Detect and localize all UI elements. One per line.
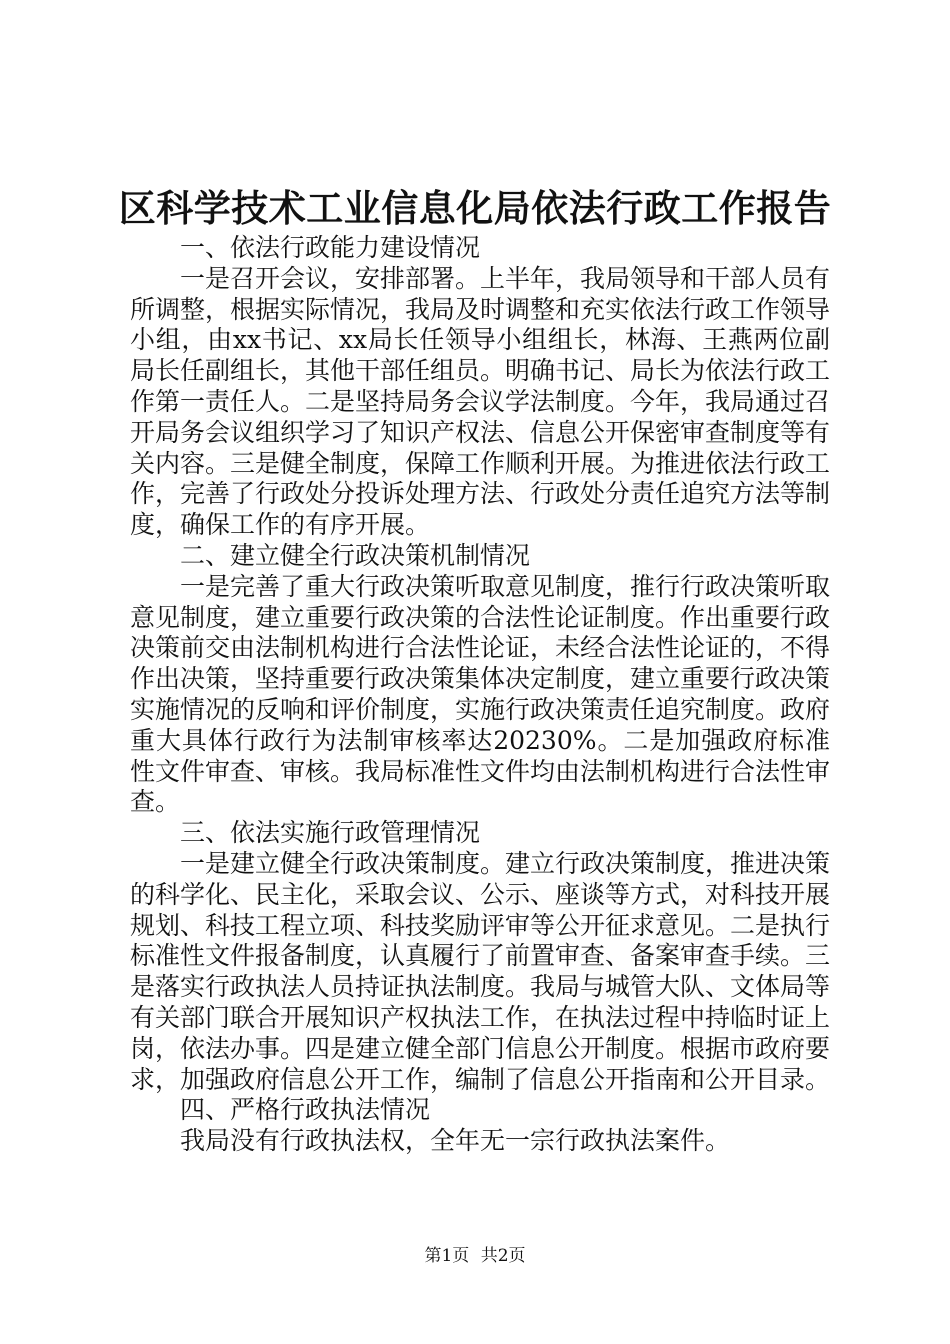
document-body xyxy=(130,233,830,1157)
body-paragraph-1: 一是召开会议，安排部署。上半年，我局领导和干部人员有所调整，根据实际情况，我局及时调整和充实依法行政工作领导小组，由xx书记、xx局长任领导小组组长，林海、王燕两位副局长任副组长，其他干部任组员。明确书记、局长为依法行政工作第一责任人。二是坚持局务会议学法制度。今年，我局通过召开局务会议组织学习了知识产权法、信息公开保密审查制度等有关内容。三是健全制度，保障工作顺利开展。为推进依法行政工作，完善了行政处分投诉处理方法、行政处分责任追究方法等制度，确保工作的有序开展。 xyxy=(130,263,831,540)
body-paragraph-4: 我局没有行政执法权，全年无一宗行政执法案件。 xyxy=(180,1126,731,1156)
section-heading-3: 三、依法实施行政管理情况 xyxy=(180,818,481,848)
section-heading-4: 四、严格行政执法情况 xyxy=(180,1095,431,1125)
body-paragraph-2: 一是完善了重大行政决策听取意见制度，推行行政决策听取意见制度，建立重要行政决策的合法性论证制度。作出重要行政决策前交由法制机构进行合法性论证，未经合法性论证的，不得作出决策，坚持重要行政决策集体决定制度，建立重要行政决策实施情况的反响和评价制度，实施行政决策责任追究制度。政府重大具体行政行为法制审核率达20230%。二是加强政府标准性文件审查、审核。我局标准性文件均由法制机构进行合法性审查。 xyxy=(130,571,831,817)
page-footer xyxy=(0,1245,950,1267)
document-title: 区科学技术工业信息化局依法行政工作报告 xyxy=(118,186,832,230)
section-heading-2: 二、建立健全行政决策机制情况 xyxy=(180,540,531,570)
body-paragraph-3: 一是建立健全行政决策制度。建立行政决策制度，推进决策的科学化、民主化，采取会议、公示、座谈等方式，对科技开展规划、科技工程立项、科技奖励评审等公开征求意见。二是执行标准性文件报备制度，认真履行了前置审查、备案审查手续。三是落实行政执法人员持证执法制度。我局与城管大队、文体局等有关部门联合开展知识产权执法工作，在执法过程中持临时证上岗，依法办事。四是建立健全部门信息公开制度。根据市政府要求，加强政府信息公开工作，编制了信息公开指南和公开目录。 xyxy=(130,848,831,1094)
section-heading-1: 一、依法行政能力建设情况 xyxy=(180,233,481,262)
page-total: 共2页 xyxy=(480,1246,526,1266)
page-number: 第1页 xyxy=(424,1246,470,1266)
